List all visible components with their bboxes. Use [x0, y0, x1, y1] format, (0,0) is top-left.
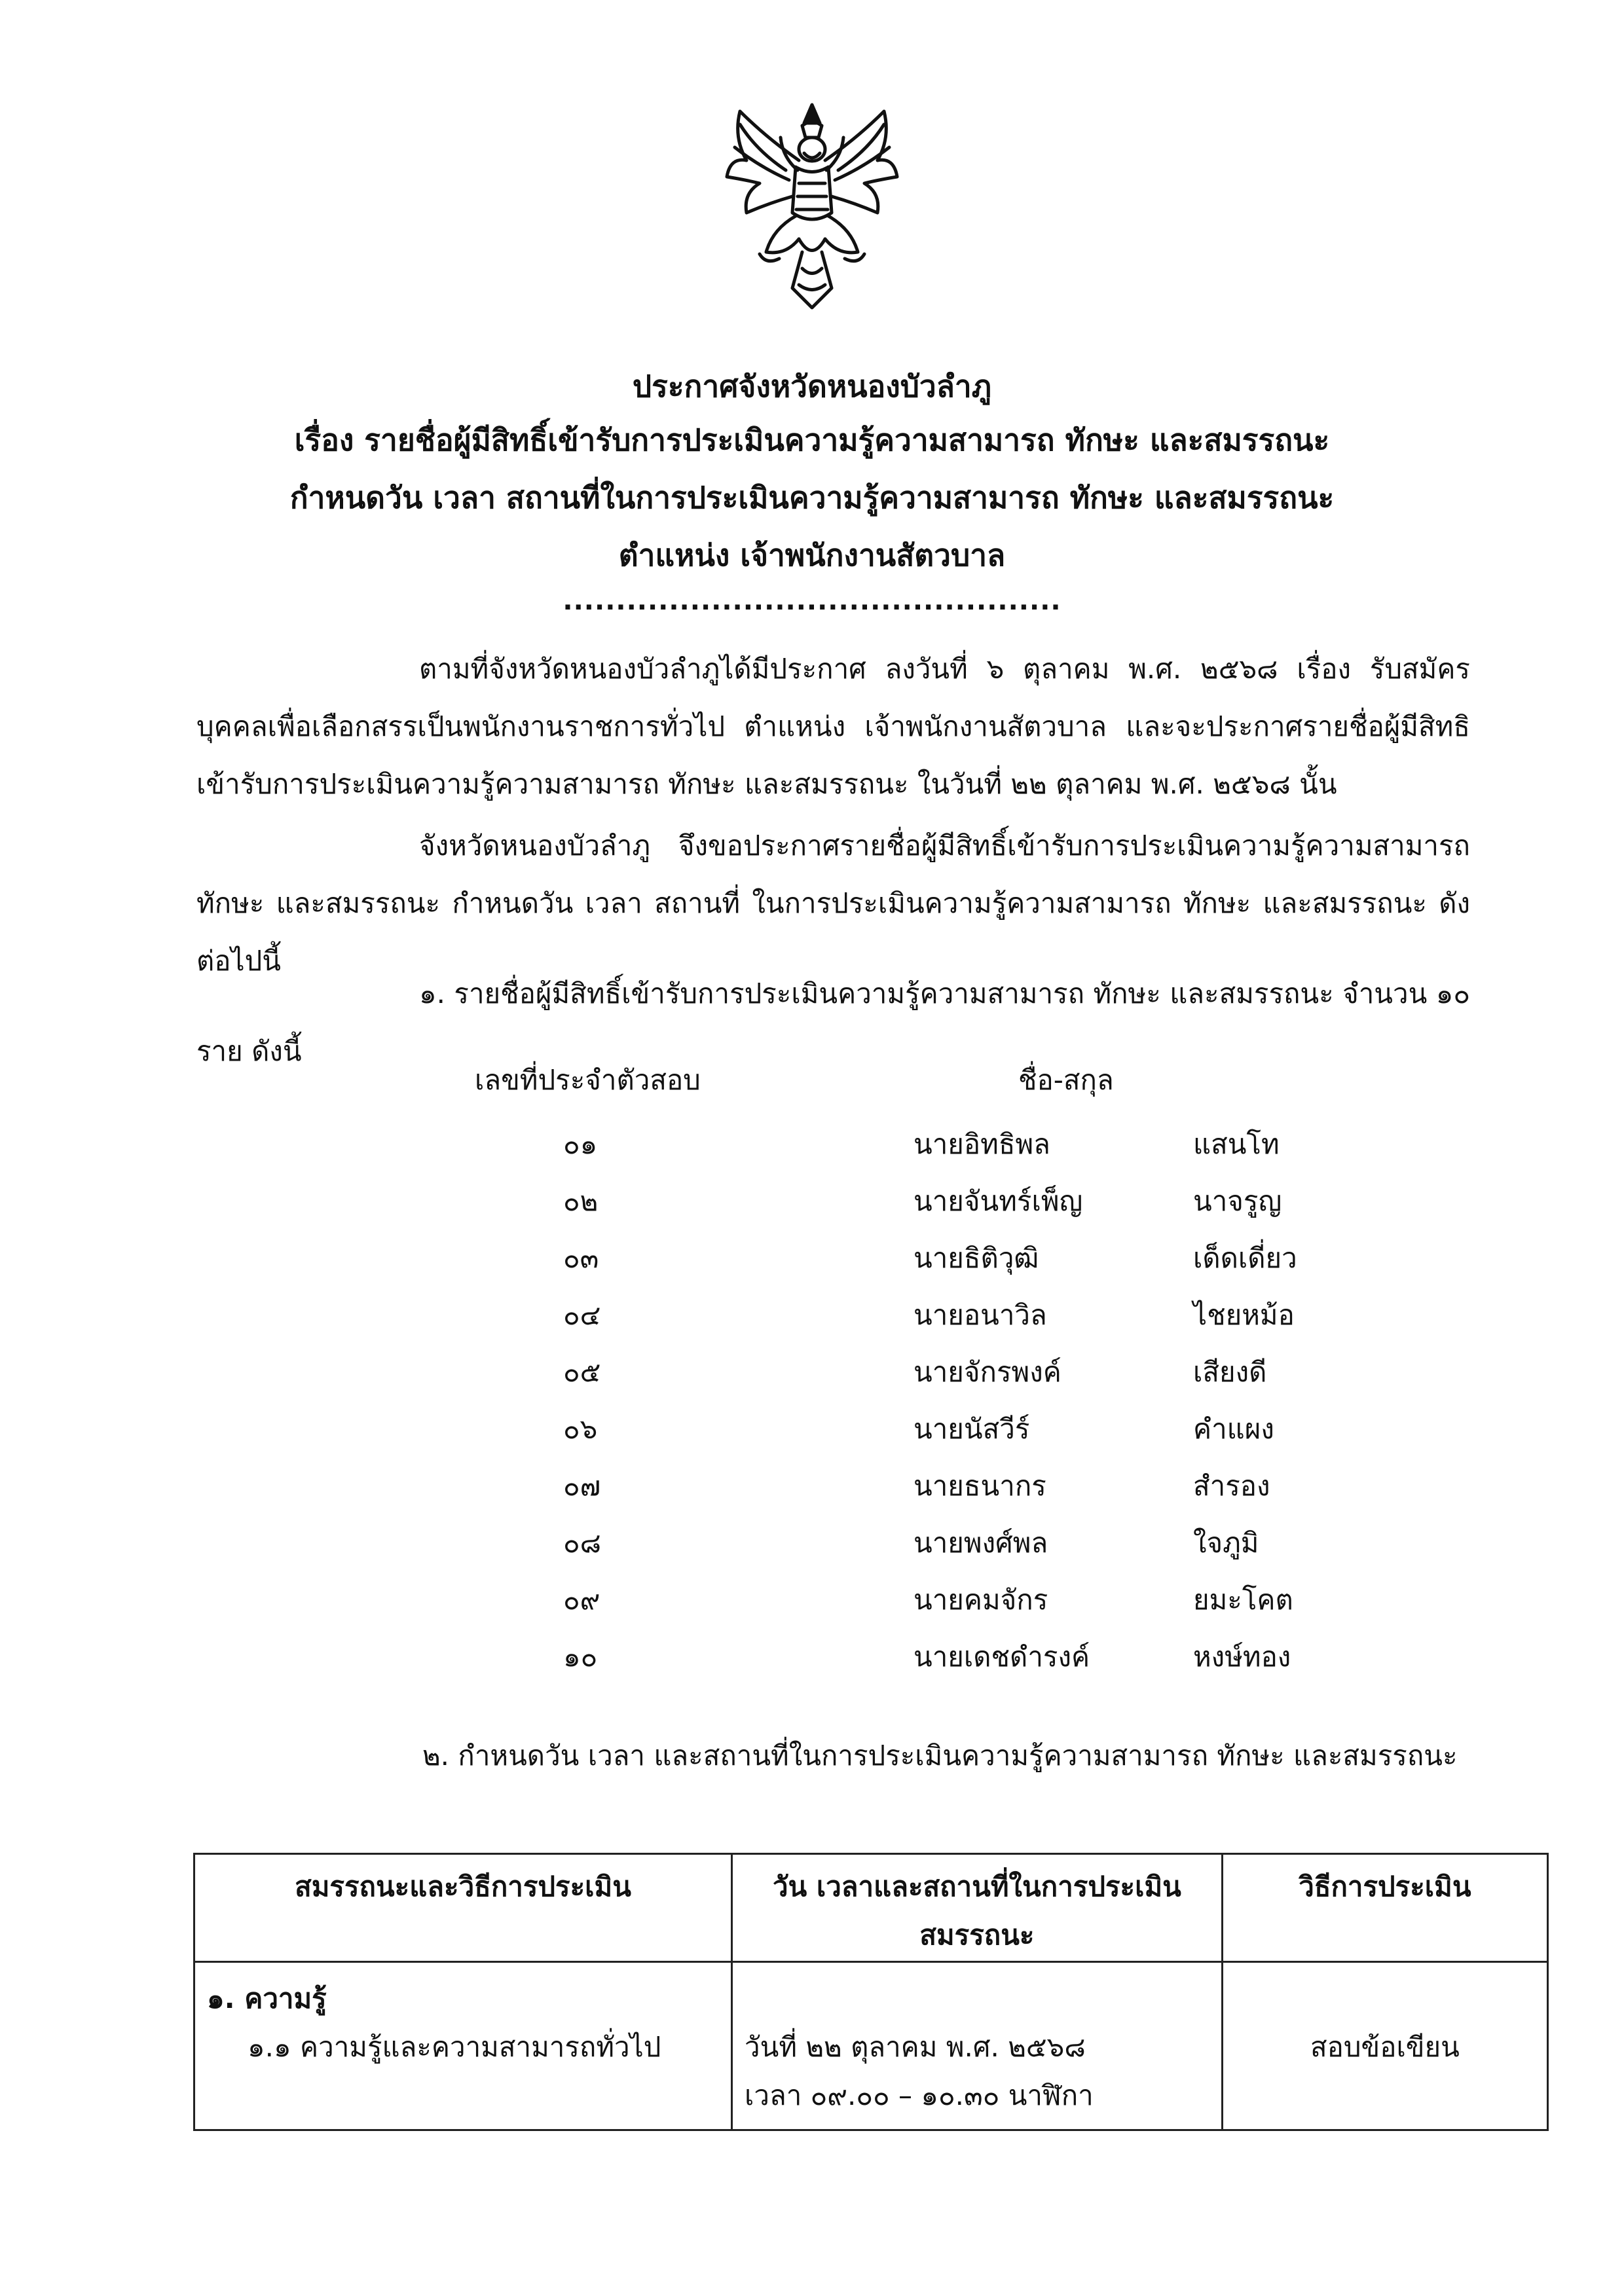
candidate-id: ๐๗ — [563, 1470, 601, 1502]
separator-dots: ............................................... — [563, 586, 1061, 616]
announcement-title: ประกาศจังหวัดหนองบัวลำภู — [632, 369, 992, 404]
candidate-last-name: ยมะโคต — [1193, 1584, 1293, 1616]
candidate-row — [0, 1125, 1624, 1164]
assessment-method-cell — [1222, 1962, 1547, 2130]
candidate-row — [0, 1580, 1624, 1620]
item-1-text: ๑. รายชื่อผู้มีสิทธิ์เข้ารับการประเมินความรู้ความสามารถ ทักษะ และสมรรถนะ จำนวน ๑๐ ราย ดังนี้ — [196, 977, 1470, 1067]
announcement-schedule-line: กำหนดวัน เวลา สถานที่ในการประเมินความรู้ความสามารถ ทักษะ และสมรรถนะ — [289, 480, 1335, 515]
assessment-competency-cell — [194, 1962, 732, 2130]
candidate-last-name: คำแผง — [1193, 1413, 1274, 1445]
candidate-first-name: นายอิทธิพล — [913, 1128, 1050, 1160]
candidate-name-header: ชื่อ-สกุล — [1018, 1064, 1114, 1096]
garuda-emblem-icon — [720, 98, 904, 314]
candidate-row — [0, 1467, 1624, 1506]
candidate-last-name: แสนโท — [1193, 1128, 1280, 1160]
candidate-id: ๐๔ — [563, 1299, 601, 1331]
announcement-subject: เรื่อง รายชื่อผู้มีสิทธิ์เข้ารับการประเมินความรู้ความสามารถ ทักษะ และสมรรถนะ — [294, 422, 1330, 458]
candidate-id: ๐๖ — [563, 1413, 598, 1445]
assessment-method: สอบข้อเขียน — [1310, 2031, 1460, 2063]
assessment-time: เวลา ๐๙.๐๐ – ๑๐.๓๐ นาฬิกา — [745, 2079, 1094, 2111]
paragraph-2-text: จังหวัดหนองบัวลำภู จึงขอประกาศรายชื่อผู้มีสิทธิ์เข้ารับการประเมินความรู้ความสามารถ ทักษะ และสมรรถนะ กำหนดวัน เวลา สถานที่ ในการประเมินความรู้ความสามารถ ทักษะ และสมรรถนะ ดังต่อไปนี้ — [196, 829, 1470, 977]
candidate-last-name: นาจรูญ — [1193, 1185, 1282, 1217]
assessment-col1-header: สมรรถนะและวิธีการประเมิน — [194, 1854, 732, 1962]
candidate-row — [0, 1637, 1624, 1677]
candidate-row — [0, 1523, 1624, 1563]
paragraph-1-text: ตามที่จังหวัดหนองบัวลำภูได้มีประกาศ ลงวันที่ ๖ ตุลาคม พ.ศ. ๒๕๖๘ เรื่อง รับสมัครบุคคลเพื่อเลือกสรรเป็นพนักงานราชการทั่วไป ตำแหน่ง เจ้าพนักงานสัตวบาล และจะประกาศรายชื่อผู้มีสิทธิเข้ารับการประเมินความรู้ความสามารถ ทักษะ และสมรรถนะ ในวันที่ ๒๒ ตุลาคม พ.ศ. ๒๕๖๘ นั้น — [196, 653, 1470, 800]
assessment-col3-header: วิธีการประเมิน — [1222, 1854, 1547, 1962]
assessment-table-row — [194, 1962, 1548, 2130]
candidate-id-header: เลขที่ประจำตัวสอบ — [475, 1064, 701, 1096]
candidate-id: ๐๑ — [563, 1128, 598, 1160]
assessment-table-header-row — [194, 1854, 1548, 1962]
paragraph-2 — [196, 817, 1470, 990]
candidate-last-name: หงษ์ทอง — [1193, 1641, 1291, 1673]
candidate-id: ๐๒ — [563, 1185, 599, 1217]
candidate-first-name: นายคมจักร — [913, 1584, 1048, 1616]
candidate-last-name: ไชยหม้อ — [1193, 1299, 1295, 1331]
item-2: ๒. กำหนดวัน เวลา และสถานที่ในการประเมินความรู้ความสามารถ ทักษะ และสมรรถนะ — [422, 1740, 1458, 1772]
assessment-schedule-cell — [732, 1962, 1223, 2130]
candidate-first-name: นายจันทร์เพ็ญ — [913, 1185, 1083, 1217]
candidate-first-name: นายธนากร — [913, 1470, 1046, 1502]
announcement-position-line: ตำแหน่ง เจ้าพนักงานสัตวบาล — [618, 538, 1006, 573]
candidate-id: ๑๐ — [563, 1641, 598, 1673]
candidate-first-name: นายเดชดำรงค์ — [913, 1641, 1090, 1673]
candidate-first-name: นายนัสวีร์ — [913, 1413, 1030, 1445]
candidate-row — [0, 1239, 1624, 1278]
item-1 — [196, 965, 1470, 1080]
assessment-date: วันที่ ๒๒ ตุลาคม พ.ศ. ๒๕๖๘ — [745, 2031, 1086, 2063]
candidate-id: ๐๘ — [563, 1527, 602, 1559]
candidate-last-name: ใจภูมิ — [1193, 1527, 1259, 1559]
assessment-table — [193, 1853, 1549, 2131]
candidate-row — [0, 1296, 1624, 1335]
paragraph-1 — [196, 640, 1470, 813]
candidate-last-name: เด็ดเดี่ยว — [1193, 1242, 1297, 1274]
competency-category: ๑. ความรู้ — [207, 1982, 327, 2014]
candidate-first-name: นายพงศ์พล — [913, 1527, 1048, 1559]
candidate-first-name: นายอนาวิล — [913, 1299, 1047, 1331]
candidate-row — [0, 1410, 1624, 1449]
candidate-row — [0, 1353, 1624, 1392]
candidate-first-name: นายธิติวุฒิ — [913, 1242, 1039, 1274]
candidate-last-name: เสียงดี — [1193, 1356, 1267, 1388]
competency-subitem: ๑.๑ ความรู้และความสามารถทั่วไป — [248, 2031, 661, 2063]
candidate-last-name: สำรอง — [1193, 1470, 1270, 1502]
candidate-id: ๐๙ — [563, 1584, 600, 1616]
candidate-id: ๐๕ — [563, 1356, 601, 1388]
candidate-row — [0, 1182, 1624, 1221]
candidate-first-name: นายจักรพงค์ — [913, 1356, 1061, 1388]
assessment-col2-header: วัน เวลาและสถานที่ในการประเมินสมรรถนะ — [732, 1854, 1223, 1962]
candidate-id: ๐๓ — [563, 1242, 599, 1274]
